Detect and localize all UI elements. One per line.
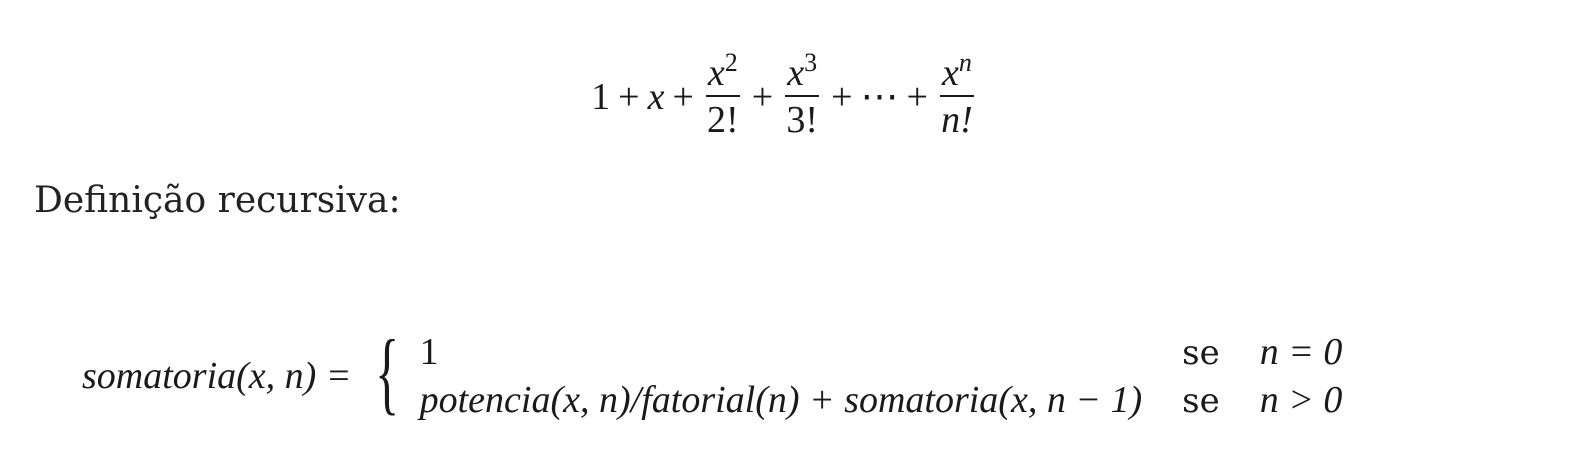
term-x: x (647, 75, 665, 118)
plus-sign: + (751, 75, 774, 118)
case-se-keyword: se (1182, 333, 1220, 373)
case-expression: 1 (419, 331, 439, 373)
case-condition: n > 0 (1259, 379, 1343, 421)
case-expression: potencia(x, n)/fatorial(n) + somatoria(x, n − 1) (419, 379, 1143, 421)
fraction-numerator: $x^n$ (941, 48, 972, 94)
term-one: 1 (591, 75, 611, 118)
left-brace: { (375, 321, 400, 423)
series-formula (0, 48, 1569, 141)
case-se-keyword: se (1182, 381, 1220, 421)
function-lhs: somatoria(x, n) = (82, 355, 352, 397)
plus-sign: + (672, 75, 694, 118)
fraction-numerator: $x^3$ (787, 48, 818, 94)
fraction-denominator: n! (941, 99, 973, 141)
case-condition: n = 0 (1259, 331, 1343, 373)
fraction-xn-over-nfact (940, 48, 974, 141)
fraction-denominator: 2! (707, 99, 739, 141)
fraction-x3-over-3fact (785, 48, 819, 141)
fraction-numerator: $x^2$ (707, 48, 738, 94)
cases-grid (420, 330, 1343, 422)
plus-sign: + (906, 75, 928, 118)
fraction-denominator: 3! (786, 99, 818, 141)
plus-sign: + (618, 75, 640, 118)
fraction-x2-over-2fact (706, 48, 740, 141)
section-heading: Definição recursiva: (34, 180, 401, 221)
piecewise-definition (82, 321, 1343, 423)
plus-sign: + (831, 75, 853, 118)
ellipsis: ⋯ (860, 76, 899, 118)
